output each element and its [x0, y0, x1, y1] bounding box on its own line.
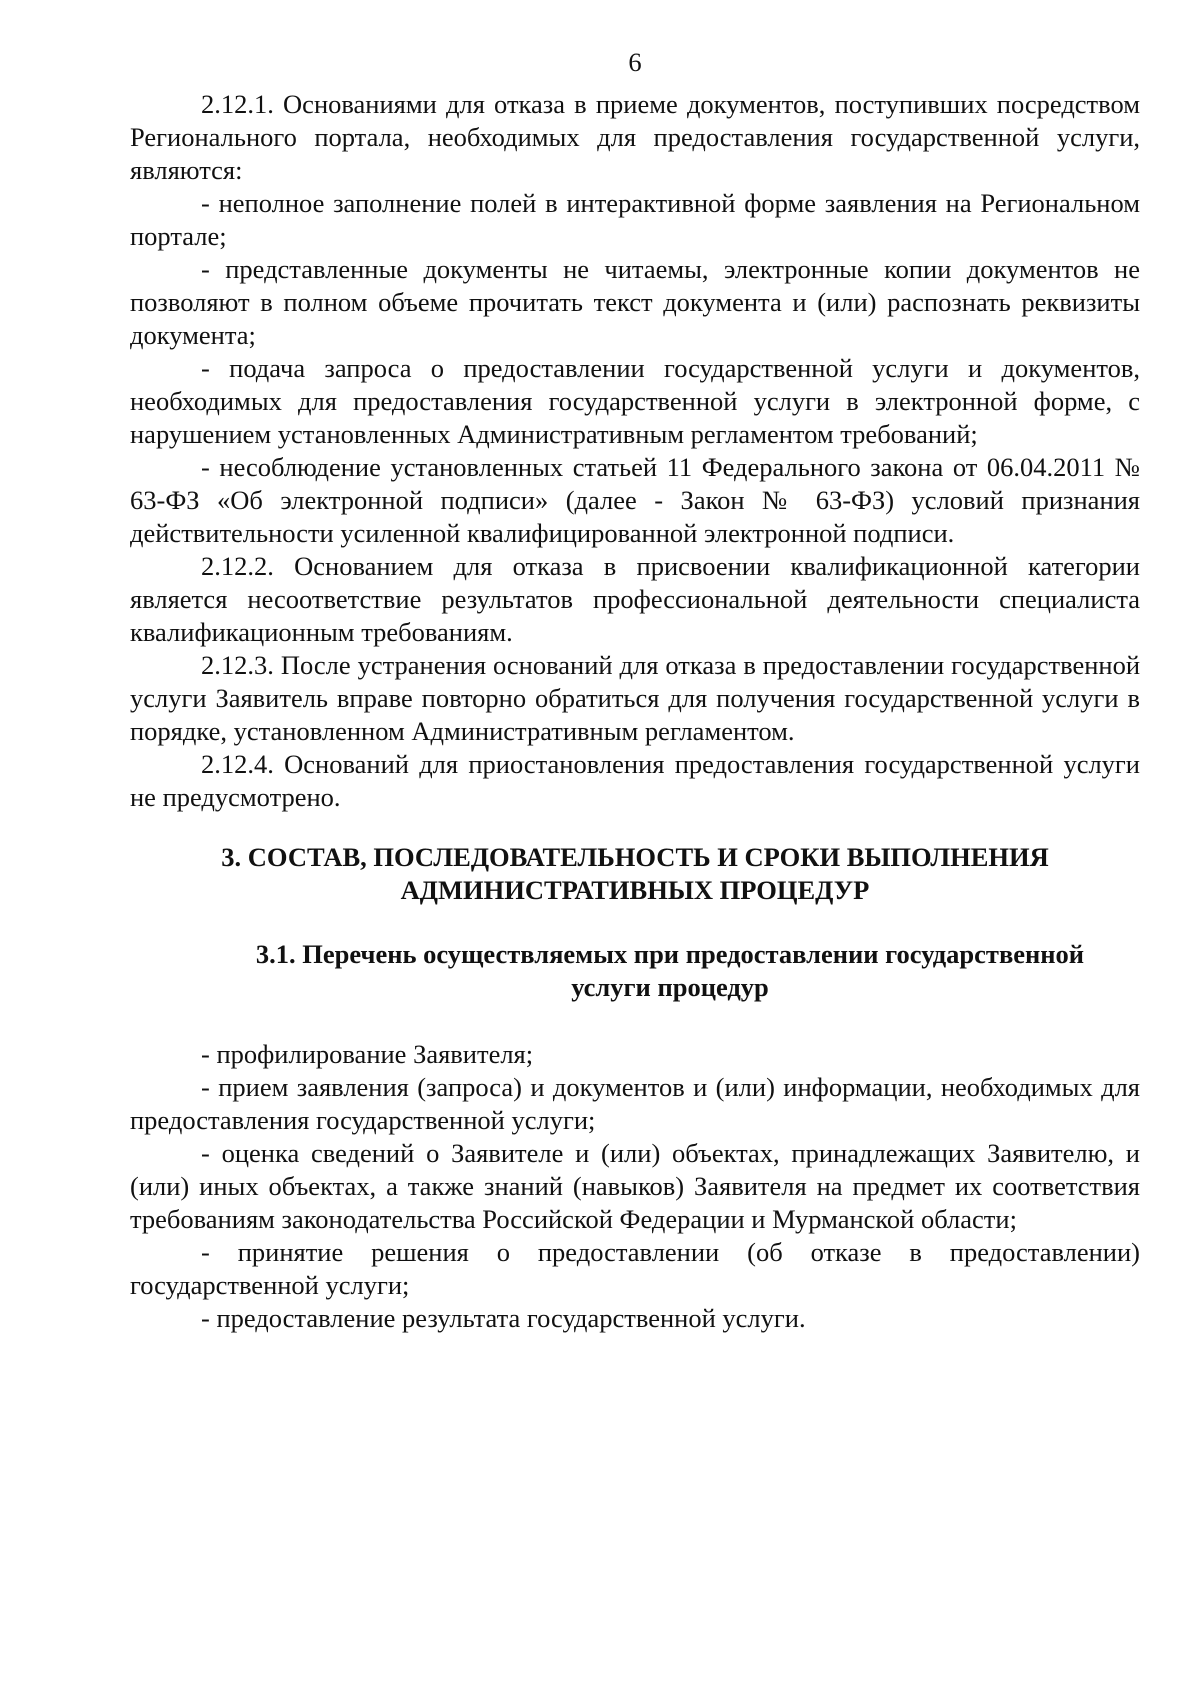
list-item-application-intake: - прием заявления (запроса) и документов и (или) информации, необходимых для предоставления государственной услуги; — [130, 1072, 1140, 1135]
section-3-heading-line-2: АДМИНИСТРАТИВНЫХ ПРОЦЕДУР — [400, 875, 870, 905]
section-3-heading — [130, 841, 1140, 907]
paragraph-2-12-2: 2.12.2. Основанием для отказа в присвоении квалификационной категории является несоответствие результатов профессиональной деятельности специалиста квалификационным требованиям. — [130, 551, 1140, 647]
list-item-decision: - принятие решения о предоставлении (об отказе в предоставлении) государственной услуги; — [130, 1237, 1140, 1300]
list-item-result-delivery: - предоставление результата государственной услуги. — [201, 1303, 806, 1333]
section-3-1-heading-line-2: услуги процедур — [571, 972, 769, 1002]
section-3-1-heading — [130, 938, 1140, 1004]
page-number: 6 — [628, 47, 642, 77]
list-item-unreadable-documents: - представленные документы не читаемы, электронные копии документов не позволяют в полном объеме прочитать текст документа и (или) распознать реквизиты документа; — [130, 254, 1140, 350]
list-item-request-violation: - подача запроса о предоставлении государственной услуги и документов, необходимых для предоставления государственной услуги в электронной форме, с нарушением установленных Административным регламентом требований; — [130, 353, 1140, 449]
list-item-assessment: - оценка сведений о Заявителе и (или) объектах, принадлежащих Заявителю, и (или) иных объектах, а также знаний (навыков) Заявителя на предмет их соответствия требованиям законодательства Российской Федерации и Мурманской области; — [130, 1138, 1140, 1234]
list-item-signature-noncompliance: - несоблюдение установленных статьей 11 Федерального закона от 06.04.2011 № 63-ФЗ «Об электронной подписи» (далее - Закон № 63-ФЗ) условий признания действительности усиленной квалифицированной электронной подписи. — [130, 452, 1140, 548]
section-3-1-heading-line-1: 3.1. Перечень осуществляемых при предоставлении государственной — [255, 939, 1085, 969]
spacer — [130, 1004, 1140, 1038]
paragraph-2-12-4: 2.12.4. Оснований для приостановления предоставления государственной услуги не предусмотрено. — [130, 749, 1140, 812]
list-item-profiling: - профилирование Заявителя; — [201, 1039, 534, 1069]
section-3-heading-line-1: 3. СОСТАВ, ПОСЛЕДОВАТЕЛЬНОСТЬ И СРОКИ ВЫПОЛНЕНИЯ — [221, 842, 1049, 872]
paragraph-2-12-1: 2.12.1. Основаниями для отказа в приеме документов, поступивших посредством Регионального портала, необходимых для предоставления государственной услуги, являются: — [130, 89, 1140, 185]
list-item-incomplete-fields: - неполное заполнение полей в интерактивной форме заявления на Региональном портале; — [130, 188, 1140, 251]
paragraph-2-12-3: 2.12.3. После устранения оснований для отказа в предоставлении государственной услуги Заявитель вправе повторно обратиться для получения государственной услуги в порядке, установленном Административным регламентом. — [130, 650, 1140, 746]
